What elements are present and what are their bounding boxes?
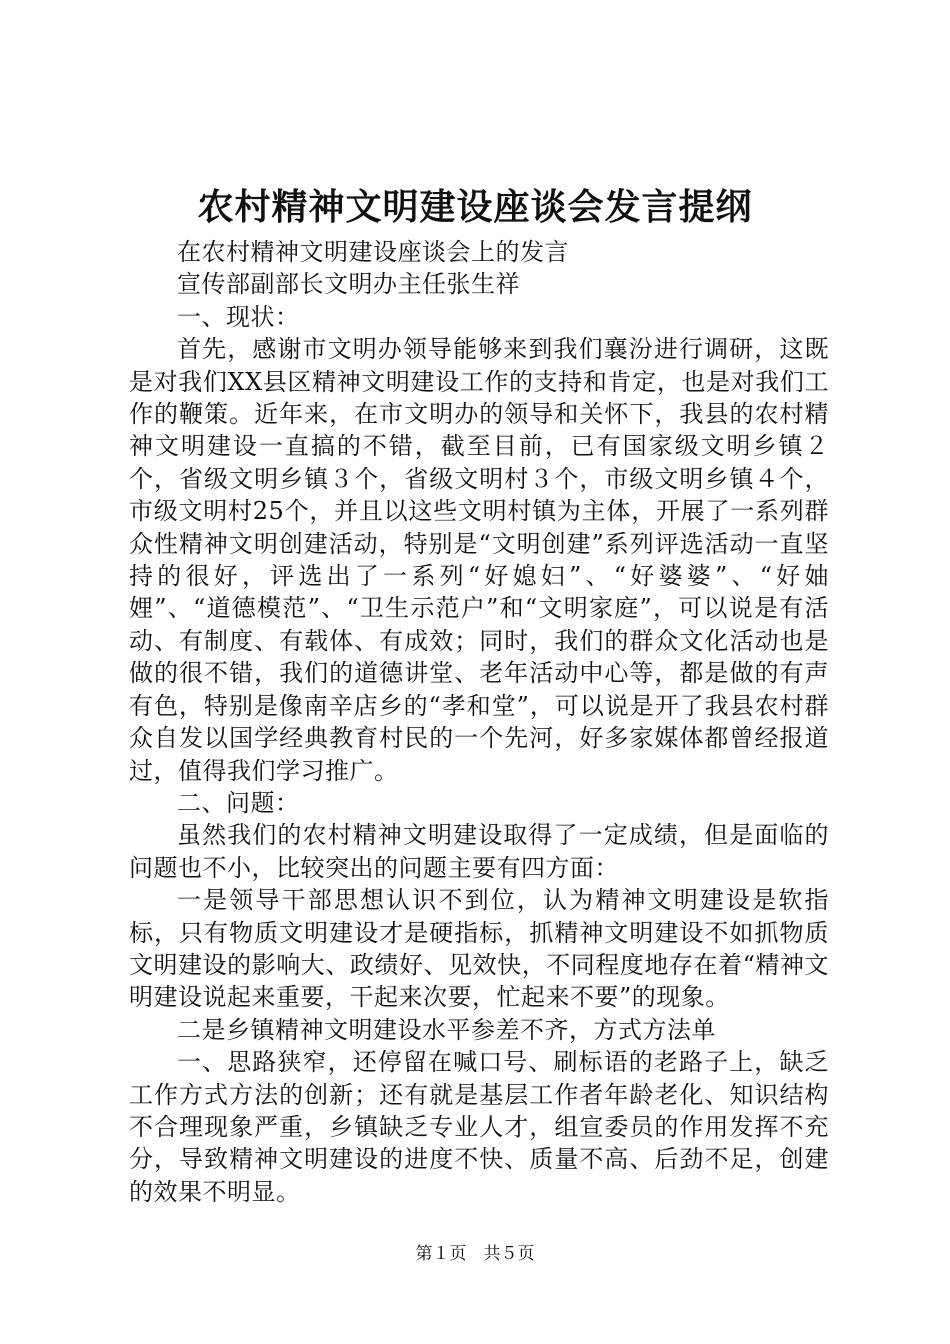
paragraph-problem-one: 一是领导干部思想认识不到位，认为精神文明建设是软指标，只有物质文明建设才是硬指标，抓精神文明建设不如抓物质文明建设的影响大、政绩好、见效快，不同程度地存在着“精神文明建设说起来重要，干起来次要，忙起来不要”的现象。 [129,886,829,1012]
paragraph-speaker: 宣传部副部长文明办主任张生祥 [177,270,520,299]
paragraph-problem-two: 二是乡镇精神文明建设水平参差不齐，方式方法单 [177,1015,716,1044]
section-heading-problems: 二、问题： [177,788,300,817]
section-heading-status: 一、现状： [177,302,300,331]
paragraph-status: 首先，感谢市文明办领导能够来到我们襄汾进行调研，这既是对我们XX县区精神文明建设工作的支持和肯定，也是对我们工作的鞭策。近年来，在市文明办的领导和关怀下，我县的农村精神文明建设一直搞的不错，截至目前，已有国家级文明乡镇２个，省级文明乡镇３个，省级文明村３个，市级文明乡镇４个，市级文明村25个，并且以这些文明村镇为主体，开展了一系列群众性精神文明创建活动，特别是“文明创建”系列评选活动一直坚持的很好，评选出了一系列“好媳妇”、“好婆婆”、“好妯娌”、“道德模范”、“卫生示范户”和“文明家庭”，可以说是有活动、有制度、有载体、有成效；同时，我们的群众文化活动也是做的很不错，我们的道德讲堂、老年活动中心等，都是做的有声有色，特别是像南辛店乡的“孝和堂”，可以说是开了我县农村群众自发以国学经典教育村民的一个先河，好多家媒体都曾经报道过，值得我们学习推广。 [129,335,829,785]
document-body [129,236,829,1208]
paragraph-problem-two-detail: 一、思路狭窄，还停留在喊口号、刷标语的老路子上，缺乏工作方式方法的创新；还有就是基层工作者年龄老化、知识结构不合理现象严重，乡镇缺乏专业人才，组宣委员的作用发挥不充分，导致精神文明建设的进度不快、质量不高、后劲不足，创建的效果不明显。 [129,1048,829,1206]
paragraph-heading-occasion: 在农村精神文明建设座谈会上的发言 [177,238,569,266]
paragraph-problems-intro: 虽然我们的农村精神文明建设取得了一定成绩，但是面临的问题也不小，比较突出的问题主要有四方面： [129,821,829,882]
page-footer: 第１页 共５页 [415,1244,535,1264]
document-title: 农村精神文明建设座谈会发言提纲 [197,186,753,228]
